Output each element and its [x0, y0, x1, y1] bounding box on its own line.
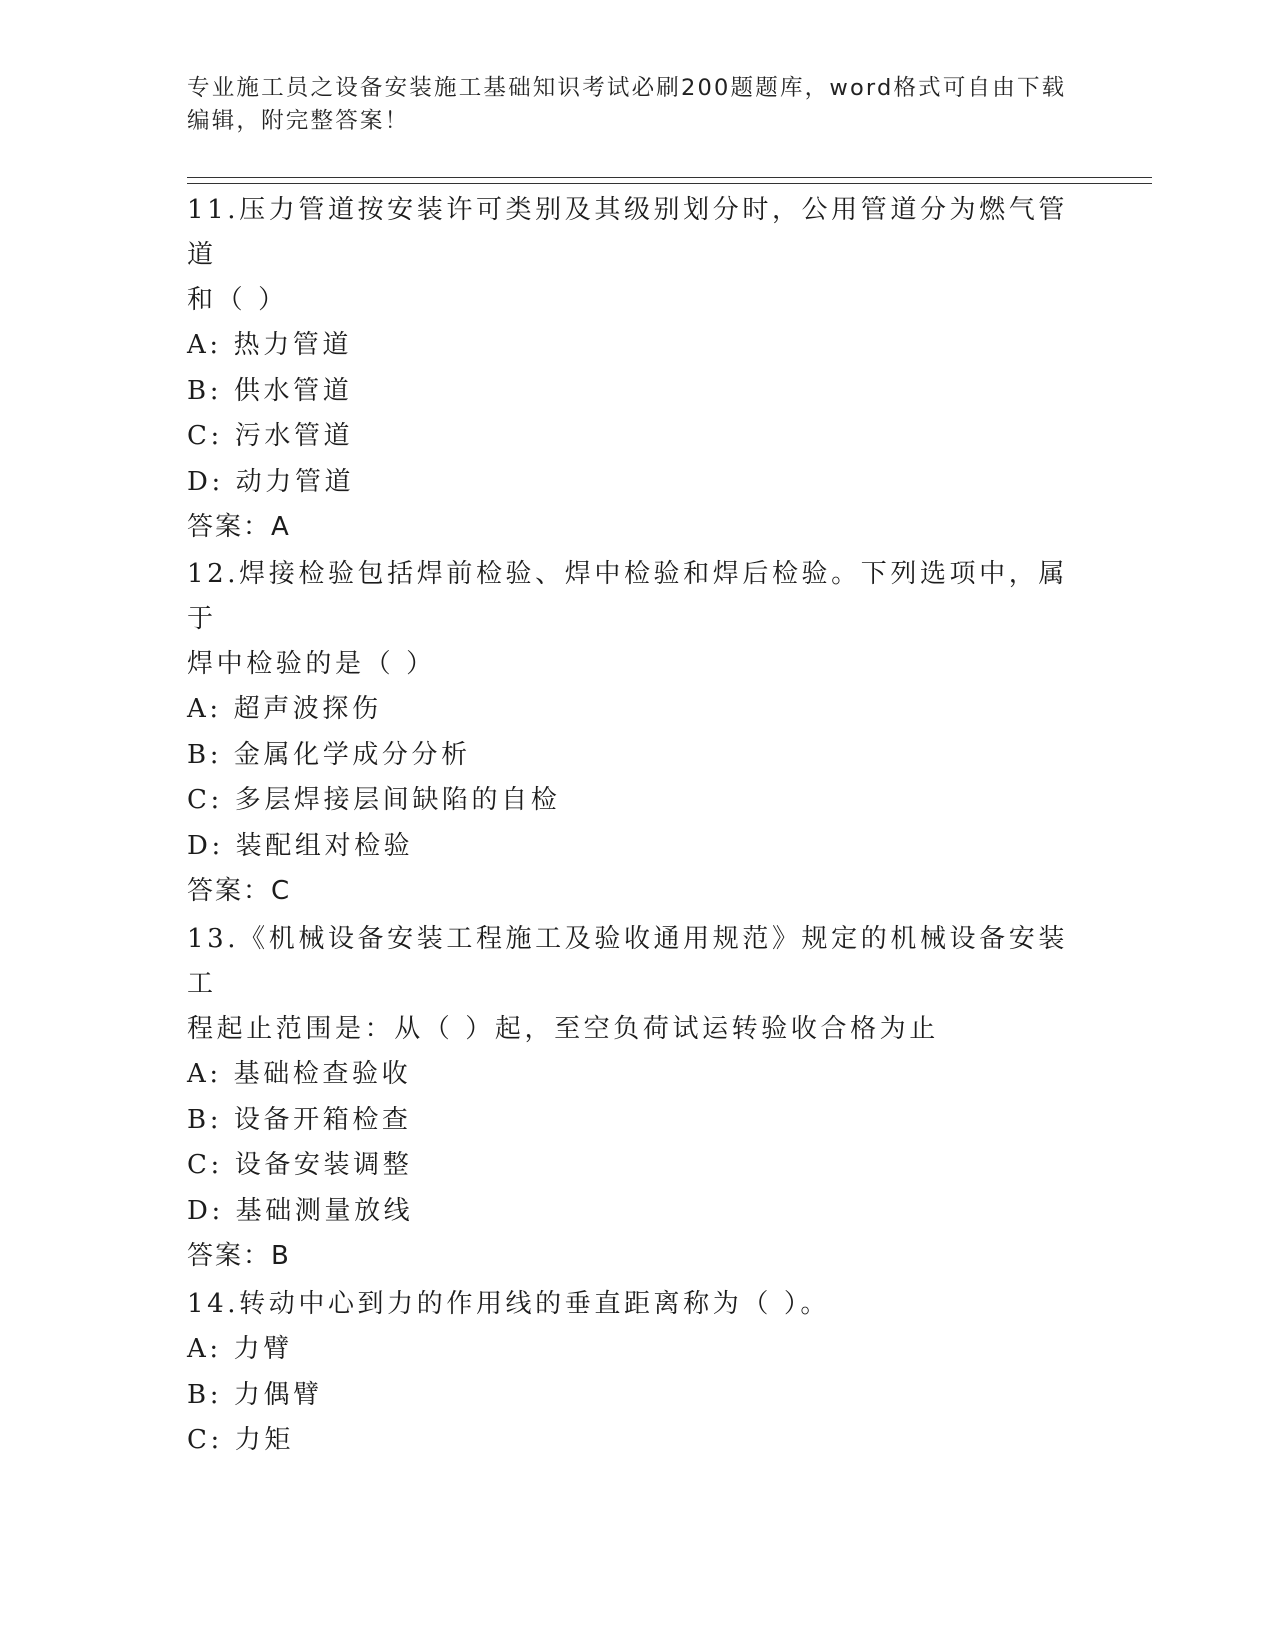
header-title-line-2: 编辑，附完整答案！	[187, 108, 410, 134]
option-a: A: 力臂	[187, 1334, 293, 1364]
answer-line: 答案：C	[187, 876, 292, 906]
header-divider-top	[187, 177, 1152, 178]
question-stem: 11.压力管道按安装许可类别及其级别划分时，公用管道分为燃气管道	[187, 195, 1068, 270]
question-stem-continued: 和（ ）	[187, 285, 288, 315]
option-c: C: 多层焊接层间缺陷的自检	[187, 785, 561, 815]
option-a: A: 热力管道	[187, 330, 353, 360]
question-stem: 12.焊接检验包括焊前检验、焊中检验和焊后检验。下列选项中，属于	[187, 559, 1068, 634]
answer-line: 答案：A	[187, 512, 291, 542]
question-stem: 14.转动中心到力的作用线的垂直距离称为（ ）。	[187, 1289, 831, 1319]
option-b: B: 设备开箱检查	[187, 1104, 412, 1135]
header-title-line-1: 专业施工员之设备安装施工基础知识考试必刷200题题库，word格式可自由下载	[187, 75, 1067, 101]
option-c: C: 力矩	[187, 1425, 294, 1455]
option-a: A: 基础检查验收	[187, 1059, 412, 1089]
question-stem-continued: 程起止范围是：从（ ）起，至空负荷试运转验收合格为止	[187, 1014, 939, 1044]
option-d: D: 装配组对检验	[187, 830, 414, 861]
option-b: B: 供水管道	[187, 375, 353, 406]
option-b: B: 金属化学成分分析	[187, 739, 471, 770]
option-a: A: 超声波探伤	[187, 694, 382, 724]
option-d: D: 动力管道	[187, 466, 355, 497]
document-header	[187, 72, 1067, 138]
question-13	[187, 917, 1087, 1279]
question-12	[187, 552, 1087, 914]
option-b: B: 力偶臂	[187, 1379, 323, 1410]
question-stem: 13.《机械设备安装工程施工及验收通用规范》规定的机械设备安装工	[187, 924, 1068, 999]
header-divider-bottom	[187, 183, 1152, 184]
question-14	[187, 1282, 1087, 1464]
answer-line: 答案：B	[187, 1241, 291, 1271]
option-d: D: 基础测量放线	[187, 1195, 414, 1226]
question-11	[187, 188, 1087, 550]
option-c: C: 污水管道	[187, 421, 354, 451]
question-stem-continued: 焊中检验的是（ ）	[187, 649, 436, 679]
option-c: C: 设备安装调整	[187, 1150, 413, 1180]
